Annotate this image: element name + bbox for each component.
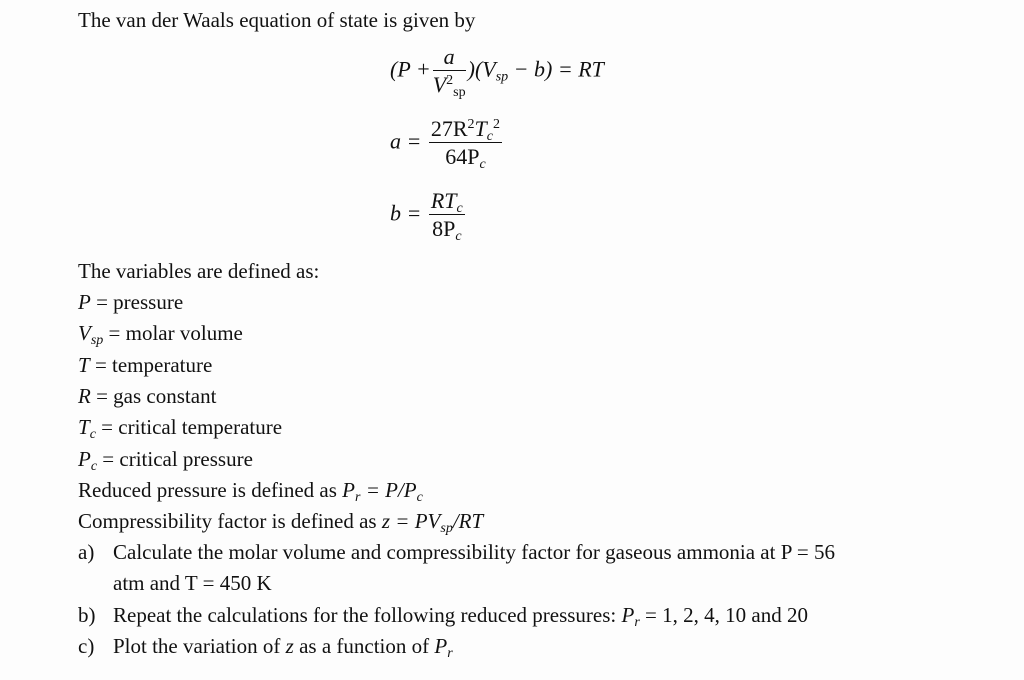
variable-def: P = pressure bbox=[78, 290, 184, 314]
eq-open: (P + bbox=[390, 56, 431, 82]
question-text: Repeat the calculations for the following reduced pressures: $P_r = 1$, 2, 4, 10 and 20 bbox=[113, 603, 808, 630]
denominator: V bbox=[432, 72, 447, 97]
a-equation bbox=[390, 116, 504, 171]
question-text: Plot the variation of z as a function of $P_r$ bbox=[113, 634, 453, 661]
variable-def: $P_c$ = critical pressure bbox=[78, 447, 253, 474]
numerator: RT bbox=[430, 188, 457, 213]
eq-rest: − b) = RT bbox=[508, 56, 604, 82]
eq-lhs: b = bbox=[390, 200, 422, 226]
subscript: c bbox=[479, 157, 486, 172]
variable-def: R = gas constant bbox=[78, 384, 217, 408]
question-label: c) bbox=[78, 634, 95, 658]
exponent: 2 bbox=[467, 117, 475, 132]
exponent: 2 bbox=[446, 73, 454, 88]
fraction bbox=[429, 116, 502, 171]
subscript: c bbox=[455, 229, 462, 244]
question-text: Calculate the molar volume and compressibility factor for gaseous ammonia at P = 56 bbox=[113, 540, 835, 564]
denominator: 8P bbox=[432, 216, 456, 241]
question-label: a) bbox=[78, 540, 95, 564]
subscript: sp bbox=[453, 85, 466, 100]
exponent: 2 bbox=[493, 117, 501, 132]
eq-mid: )(V bbox=[467, 56, 496, 82]
variables-heading: The variables are defined as: bbox=[78, 259, 320, 283]
variable-def: T = temperature bbox=[78, 353, 213, 377]
reduced-pressure-def: Reduced pressure is defined as $P_r = P/P_c$ bbox=[78, 478, 423, 505]
question-text-cont: atm and T = 450 K bbox=[113, 571, 272, 595]
intro-text: The van der Waals equation of state is given by bbox=[78, 8, 476, 32]
variable-def: $V_{sp}$ = molar volume bbox=[78, 321, 243, 348]
denominator: 64P bbox=[445, 144, 480, 169]
compressibility-def: Compressibility factor is defined as $z = PV_{sp}/RT$ bbox=[78, 509, 484, 536]
numerator-t: T bbox=[474, 116, 487, 141]
subscript: c bbox=[486, 129, 494, 144]
vdw-equation bbox=[390, 44, 604, 99]
question-label: b) bbox=[78, 603, 96, 627]
variable-def: $T_c$ = critical temperature bbox=[78, 415, 283, 442]
fraction bbox=[433, 44, 466, 99]
eq-lhs: a = bbox=[390, 128, 422, 154]
subscript: c bbox=[456, 201, 463, 216]
numerator: 27R bbox=[430, 116, 468, 141]
fraction bbox=[429, 188, 465, 243]
subscript: sp bbox=[495, 69, 509, 85]
b-equation bbox=[390, 188, 467, 243]
numerator: a bbox=[443, 44, 455, 69]
